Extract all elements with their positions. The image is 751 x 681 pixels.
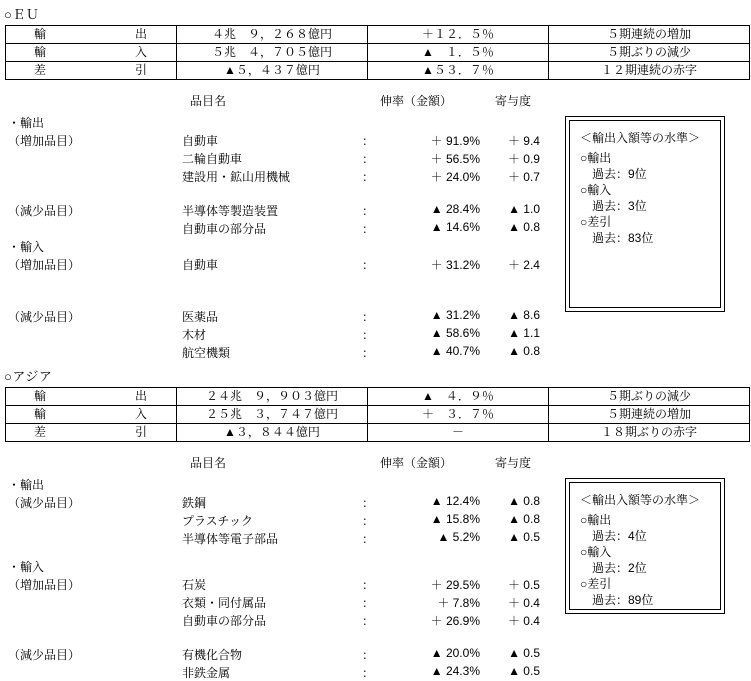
- cell-amount: ２５兆 ３，７４７億円: [177, 406, 368, 424]
- item-name: 有機化合物: [182, 648, 243, 662]
- item-rate: ▲ 20.0%: [430, 646, 480, 660]
- item-rate: ＋ 56.5%: [430, 152, 480, 166]
- item-contribution: ▲ 1.1: [508, 326, 540, 340]
- detail-area-asia: [0, 454, 751, 680]
- group-subtitle: （減少品目）: [8, 204, 81, 218]
- table-row: [6, 388, 750, 406]
- level-row-head: ○輸出: [580, 513, 612, 527]
- level-row-head: ○輸入: [580, 183, 612, 197]
- item-name: 航空機類: [182, 346, 231, 360]
- header-contribution: 寄与度: [495, 94, 532, 108]
- colon-separator: ：: [362, 596, 375, 610]
- colon-separator: ：: [362, 578, 375, 592]
- label-left: 差: [34, 425, 48, 439]
- item-name: 自動車: [182, 258, 219, 272]
- cell-note: ５期ぶりの減少: [549, 44, 750, 62]
- row-label-import: [6, 406, 177, 424]
- item-rate: ▲ 28.4%: [430, 202, 480, 216]
- header-contribution: 寄与度: [495, 456, 532, 470]
- colon-separator: ：: [362, 258, 375, 272]
- item-contribution: ▲ 0.8: [508, 344, 540, 358]
- item-rate: ＋ 29.5%: [430, 578, 480, 592]
- colon-separator: ：: [362, 222, 375, 236]
- item-contribution: ＋ 0.5: [507, 578, 540, 592]
- item-contribution: ＋ 9.4: [507, 134, 540, 148]
- item-name: 非鉄金属: [182, 666, 231, 680]
- level-row-sub: 過去：3位: [592, 199, 647, 213]
- cell-rate: －: [368, 424, 549, 442]
- row-label-balance: [6, 62, 177, 80]
- item-name: 木材: [182, 328, 207, 342]
- colon-separator: ：: [362, 666, 375, 680]
- colon-separator: ：: [362, 496, 375, 510]
- table-row: [6, 406, 750, 424]
- row-label-balance: [6, 424, 177, 442]
- item-rate: ＋ 7.8%: [437, 596, 480, 610]
- summary-table-asia: [5, 387, 750, 442]
- level-box-asia: [565, 478, 725, 614]
- group-title: ・輸出: [8, 478, 45, 492]
- group-subtitle: （増加品目）: [8, 258, 81, 272]
- label-left: 輸: [34, 389, 48, 403]
- item-contribution: ▲ 0.8: [508, 220, 540, 234]
- cell-amount: ２４兆 ９，９０３億円: [177, 388, 368, 406]
- section-title-asia: ○アジア: [4, 369, 53, 384]
- colon-separator: ：: [362, 152, 375, 166]
- cell-rate: ＋ ３．７％: [368, 406, 549, 424]
- item-contribution: ▲ 0.5: [508, 664, 540, 678]
- cell-amount: ５兆 ４，７０５億円: [177, 44, 368, 62]
- level-box-title: ＜輸出入額等の水準＞: [580, 493, 701, 507]
- cell-amount: ▲５，４３７億円: [177, 62, 368, 80]
- level-box-title: ＜輸出入額等の水準＞: [580, 131, 701, 145]
- cell-amount: ４兆 ９，２６８億円: [177, 26, 368, 44]
- colon-separator: ：: [362, 134, 375, 148]
- table-row: [6, 424, 750, 442]
- cell-note: ５期連続の増加: [549, 406, 750, 424]
- level-row-head: ○差引: [580, 215, 612, 229]
- label-right: 出: [134, 389, 148, 403]
- item-name: 半導体等電子部品: [182, 532, 279, 546]
- item-name: 自動車の部分品: [182, 614, 267, 628]
- label-right: 出: [134, 27, 148, 41]
- item-contribution: ＋ 0.9: [507, 152, 540, 166]
- colon-separator: ：: [362, 514, 375, 528]
- cell-rate: ▲５３．７％: [368, 62, 549, 80]
- level-row-sub: 過去：83位: [592, 231, 654, 245]
- item-name: 二輪自動車: [182, 152, 243, 166]
- cell-note: １８期ぶりの赤字: [549, 424, 750, 442]
- item-rate: ＋ 91.9%: [430, 134, 480, 148]
- summary-table-eu: [5, 25, 750, 80]
- item-rate: ＋ 24.0%: [430, 170, 480, 184]
- item-contribution: ▲ 8.6: [508, 308, 540, 322]
- group-title: ・輸入: [8, 560, 45, 574]
- item-contribution: ▲ 1.0: [508, 202, 540, 216]
- cell-rate: ＋１２．５％: [368, 26, 549, 44]
- level-box-eu: [565, 116, 725, 312]
- item-rate: ▲ 15.8%: [430, 512, 480, 526]
- level-row-head: ○差引: [580, 577, 612, 591]
- item-rate: ＋ 31.2%: [430, 258, 480, 272]
- table-row: [6, 26, 750, 44]
- item-name: プラスチック: [182, 514, 254, 528]
- colon-separator: ：: [362, 328, 375, 342]
- detail-area-eu: [0, 92, 751, 360]
- label-right: 引: [134, 425, 148, 439]
- item-rate: ▲ 12.4%: [430, 494, 480, 508]
- item-name: 半導体等製造装置: [182, 204, 279, 218]
- label-right: 引: [134, 63, 148, 77]
- section-title-eu: ○ＥＵ: [4, 7, 40, 22]
- item-name: 医薬品: [182, 310, 219, 324]
- colon-separator: ：: [362, 648, 375, 662]
- cell-rate: ▲ １．５％: [368, 44, 549, 62]
- label-right: 入: [134, 407, 148, 421]
- item-name: 自動車: [182, 134, 219, 148]
- group-title: ・輸入: [8, 240, 45, 254]
- item-contribution: ▲ 0.8: [508, 512, 540, 526]
- table-row: [6, 62, 750, 80]
- group-subtitle: （増加品目）: [8, 578, 81, 592]
- colon-separator: ：: [362, 614, 375, 628]
- label-left: 輸: [34, 27, 48, 41]
- level-row-sub: 過去：4位: [592, 529, 647, 543]
- cell-note: ５期ぶりの減少: [549, 388, 750, 406]
- item-rate: ▲ 24.3%: [430, 664, 480, 678]
- colon-separator: ：: [362, 170, 375, 184]
- colon-separator: ：: [362, 204, 375, 218]
- item-contribution: ＋ 0.4: [507, 614, 540, 628]
- row-label-export: [6, 388, 177, 406]
- cell-rate: ▲ ４．９％: [368, 388, 549, 406]
- level-box-inner: [569, 120, 721, 308]
- item-rate: ▲ 5.2%: [437, 530, 480, 544]
- group-title: ・輸出: [8, 116, 45, 130]
- item-contribution: ＋ 0.7: [507, 170, 540, 184]
- item-contribution: ▲ 0.5: [508, 530, 540, 544]
- cell-amount: ▲３，８４４億円: [177, 424, 368, 442]
- item-contribution: ＋ 2.4: [507, 258, 540, 272]
- group-subtitle: （減少品目）: [8, 648, 81, 662]
- label-left: 差: [34, 63, 48, 77]
- item-contribution: ▲ 0.5: [508, 646, 540, 660]
- level-row-head: ○輸出: [580, 151, 612, 165]
- item-name: 衣類・同付属品: [182, 596, 267, 610]
- item-name: 建設用・鉱山用機械: [182, 170, 291, 184]
- item-contribution: ＋ 0.4: [507, 596, 540, 610]
- group-subtitle: （減少品目）: [8, 496, 81, 510]
- header-item-name: 品目名: [190, 456, 227, 470]
- item-rate: ▲ 58.6%: [430, 326, 480, 340]
- header-rate: 伸率（金額）: [380, 94, 453, 108]
- header-item-name: 品目名: [190, 94, 227, 108]
- group-subtitle: （減少品目）: [8, 310, 81, 324]
- row-label-export: [6, 26, 177, 44]
- section-asia: [0, 366, 751, 680]
- item-rate: ▲ 31.2%: [430, 308, 480, 322]
- colon-separator: ：: [362, 346, 375, 360]
- level-row-sub: 過去：9位: [592, 167, 647, 181]
- label-left: 輸: [34, 407, 48, 421]
- level-row-sub: 過去：89位: [592, 593, 654, 607]
- label-left: 輸: [34, 45, 48, 59]
- cell-note: １２期連続の赤字: [549, 62, 750, 80]
- group-subtitle: （増加品目）: [8, 134, 81, 148]
- item-contribution: ▲ 0.8: [508, 494, 540, 508]
- item-name: 鉄鋼: [182, 496, 207, 510]
- header-rate: 伸率（金額）: [380, 456, 453, 470]
- colon-separator: ：: [362, 532, 375, 546]
- item-rate: ▲ 14.6%: [430, 220, 480, 234]
- row-label-import: [6, 44, 177, 62]
- label-right: 入: [134, 45, 148, 59]
- item-name: 石炭: [182, 578, 207, 592]
- colon-separator: ：: [362, 310, 375, 324]
- item-rate: ＋ 26.9%: [430, 614, 480, 628]
- level-box-inner: [569, 482, 721, 610]
- table-row: [6, 44, 750, 62]
- cell-note: ５期連続の増加: [549, 26, 750, 44]
- level-row-sub: 過去：2位: [592, 561, 647, 575]
- item-rate: ▲ 40.7%: [430, 344, 480, 358]
- level-row-head: ○輸入: [580, 545, 612, 559]
- item-name: 自動車の部分品: [182, 222, 267, 236]
